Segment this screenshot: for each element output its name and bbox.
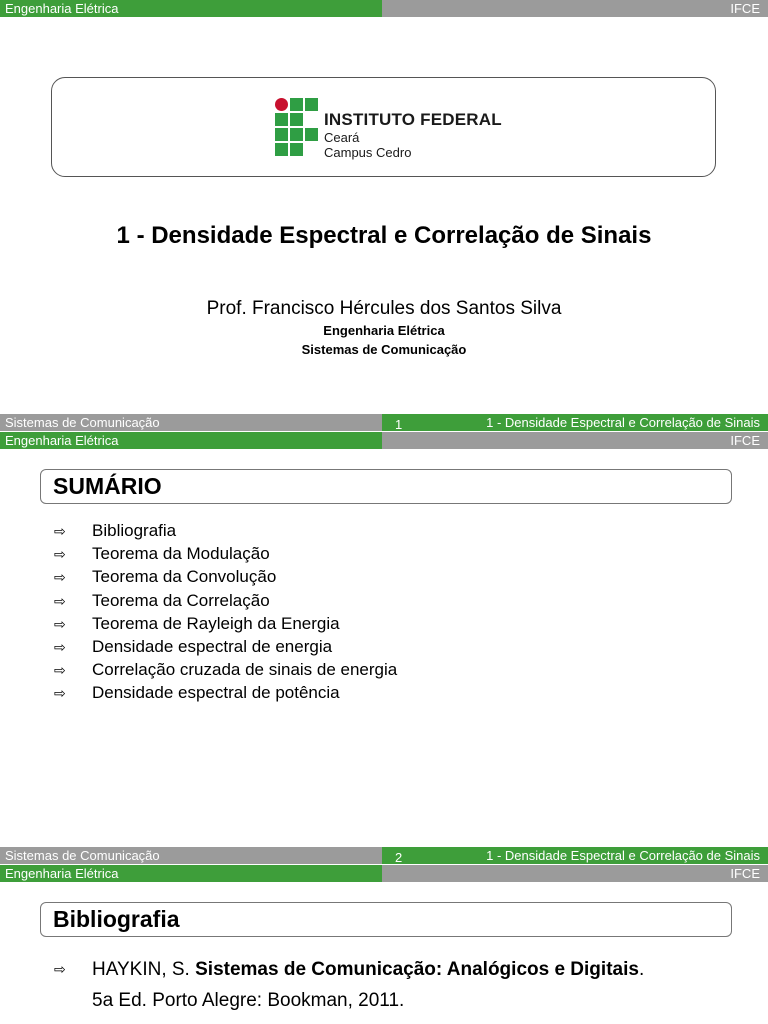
logo-red-dot — [275, 98, 288, 111]
arrow-right-icon: ⇨ — [54, 592, 66, 609]
page-number: 1 — [395, 417, 403, 432]
list-item — [54, 681, 397, 704]
header-bar-2 — [0, 432, 768, 449]
list-item — [54, 612, 397, 635]
logo-square — [290, 143, 303, 156]
arrow-right-icon: ⇨ — [54, 569, 66, 586]
logo-square — [275, 113, 288, 126]
arrow-right-icon: ⇨ — [54, 638, 66, 655]
logo-text-institute: INSTITUTO FEDERAL — [324, 110, 502, 129]
ref-publication: 5a Ed. Porto Alegre: Bookman, 2011. — [92, 990, 405, 1011]
list-item-label: Teorema da Convolução — [92, 567, 277, 587]
list-item — [54, 519, 397, 542]
author-name: Prof. Francisco Hércules dos Santos Silva — [206, 298, 562, 319]
footer-subject-label: Sistemas de Comunicação — [0, 414, 382, 431]
header-right-label: IFCE — [382, 0, 768, 17]
arrow-right-icon: ⇨ — [54, 523, 66, 539]
ref-author: HAYKIN, S. — [92, 959, 196, 980]
header-right-label: IFCE — [382, 865, 768, 882]
list-item — [54, 658, 397, 681]
section-heading-summary: SUMÁRIO — [40, 469, 732, 504]
list-item — [54, 635, 397, 658]
list-item-label: Densidade espectral de potência — [92, 683, 340, 703]
logo-text-state: Ceará — [324, 130, 360, 145]
header-left-label: Engenharia Elétrica — [0, 0, 382, 17]
header-left-label: Engenharia Elétrica — [0, 432, 382, 449]
header-right-label: IFCE — [382, 432, 768, 449]
logo-square — [290, 98, 303, 111]
logo-square — [305, 128, 318, 141]
ref-title: Sistemas de Comunicação: Analógicos e Digitais — [195, 959, 639, 980]
logo-square — [275, 128, 288, 141]
header-left-label: Engenharia Elétrica — [0, 865, 382, 882]
header-bar-3 — [0, 865, 768, 882]
arrow-right-icon: ⇨ — [54, 685, 66, 702]
arrow-right-icon: ⇨ — [54, 961, 66, 977]
logo-square — [290, 128, 303, 141]
subject-name: Sistemas de Comunicação — [301, 342, 467, 357]
footer-title-label: 1 - Densidade Espectral e Correlação de Sinais — [486, 415, 760, 430]
course-name: Engenharia Elétrica — [323, 323, 445, 338]
list-item-label: Densidade espectral de energia — [92, 636, 333, 656]
ref-end: . — [638, 959, 645, 980]
header-bar-top — [0, 0, 768, 17]
logo-square — [290, 113, 303, 126]
footer-right-block — [382, 414, 768, 431]
list-item-label: Teorema de Rayleigh da Energia — [92, 613, 340, 633]
list-item — [54, 542, 397, 565]
footer-title-label: 1 - Densidade Espectral e Correlação de Sinais — [486, 848, 760, 863]
summary-list — [54, 519, 397, 705]
arrow-right-icon: ⇨ — [54, 662, 66, 679]
arrow-right-icon: ⇨ — [54, 546, 66, 563]
institute-logo-icon — [275, 98, 319, 158]
bibliography-entry — [54, 954, 644, 1016]
list-item-label: Teorema da Correlação — [92, 590, 270, 610]
list-item-label: Bibliografia — [92, 521, 177, 540]
section-heading-bibliography: Bibliografia — [40, 902, 732, 937]
footer-right-block — [382, 847, 768, 864]
list-item — [54, 589, 397, 612]
page-number: 2 — [395, 850, 403, 865]
footer-subject-label: Sistemas de Comunicação — [0, 847, 382, 864]
list-item-label: Correlação cruzada de sinais de energia — [92, 660, 398, 680]
footer-bar-2 — [0, 847, 768, 864]
slide-title: 1 - Densidade Espectral e Correlação de Sinais — [116, 222, 652, 249]
list-item — [54, 565, 397, 588]
footer-bar-1 — [0, 414, 768, 431]
logo-text-campus: Campus Cedro — [324, 145, 412, 160]
arrow-right-icon: ⇨ — [54, 615, 66, 632]
logo-square — [275, 143, 288, 156]
list-item-label: Teorema da Modulação — [92, 544, 270, 564]
logo-square — [305, 98, 318, 111]
